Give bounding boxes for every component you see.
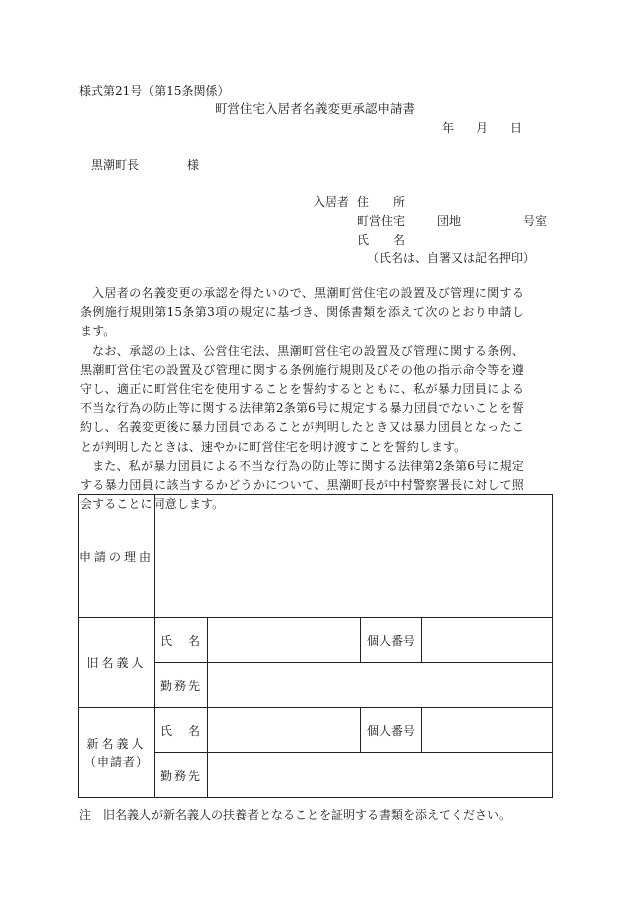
recipient bbox=[91, 156, 199, 173]
address-label: 住 所 bbox=[357, 195, 406, 209]
application-table bbox=[78, 494, 553, 798]
old-holder-cell bbox=[79, 618, 155, 708]
new-workplace-field[interactable] bbox=[208, 753, 553, 798]
new-name-field[interactable] bbox=[208, 708, 361, 753]
form-number: 様式第21号（第15条関係） bbox=[79, 84, 230, 98]
date-line bbox=[442, 119, 522, 136]
old-name-field[interactable] bbox=[208, 618, 361, 663]
danchi-label: 団地 bbox=[437, 214, 462, 228]
footnote: 注 旧名義人が新名義人の扶養者となることを証明する書類を添えてください。 bbox=[79, 808, 512, 822]
new-holder-label: 新名義人 bbox=[86, 736, 147, 751]
new-personal-number-field[interactable] bbox=[422, 708, 553, 753]
date-year: 年 bbox=[442, 121, 455, 135]
new-holder-sub: （申請者） bbox=[83, 754, 149, 769]
recipient-honorific: 様 bbox=[187, 158, 200, 172]
new-holder-cell bbox=[79, 708, 155, 798]
applicant-block bbox=[313, 193, 547, 250]
name-label: 氏 名 bbox=[357, 233, 406, 247]
declaration-paragraph-3: また、私が暴力団員による不当な行為の防止等に関する法律第2条第6号に規定する暴力団員に該当するかどうかについて、黒潮町長が中村警察署長に対して照会することに同意します。 bbox=[80, 458, 524, 512]
old-holder-label: 旧名義人 bbox=[86, 656, 147, 670]
recipient-name: 黒潮町長 bbox=[91, 158, 140, 172]
date-day: 日 bbox=[510, 121, 523, 135]
new-personal-number-label: 個人番号 bbox=[361, 708, 422, 753]
declaration-paragraph-2: なお、承認の上は、公営住宅法、黒潮町営住宅の設置及び管理に関する条例、黒潮町営住宅の設置及び管理に関する条例施行規則及びその他の指示命令等を遵守し、適正に町営住宅を使用することを誓約するとともに、私が暴力団員による不当な行為の防止等に関する法律第2条第6号に規定する暴力団員でないことを誓約し、名義変更後に暴力団員であることが判明したとき又は暴力団員となったことが判明したときは、速やかに町営住宅を明け渡すことを誓約します。 bbox=[80, 343, 524, 454]
reason-field[interactable] bbox=[155, 495, 553, 618]
seal-note: （氏名は、自署又は記名押印） bbox=[367, 251, 536, 265]
new-workplace-label: 勤務先 bbox=[155, 753, 208, 798]
document-title: 町営住宅入居者名義変更承認申請書 bbox=[214, 101, 415, 116]
date-month: 月 bbox=[476, 121, 489, 135]
old-workplace-label: 勤務先 bbox=[155, 663, 208, 708]
house-label: 町営住宅 bbox=[357, 214, 406, 228]
old-personal-number-field[interactable] bbox=[422, 618, 553, 663]
old-personal-number-label: 個人番号 bbox=[361, 618, 422, 663]
old-workplace-field[interactable] bbox=[208, 663, 553, 708]
new-name-label: 氏 名 bbox=[155, 708, 208, 753]
declaration-paragraph-1: 入居者の名義変更の承認を得たいので、黒潮町営住宅の設置及び管理に関する条例施行規則第15条第3項の規定に基づき、関係書類を添えて次のとおり申請します。 bbox=[80, 286, 524, 339]
applicant-label: 入居者 bbox=[313, 195, 350, 209]
room-label: 号室 bbox=[523, 214, 548, 228]
reason-label: 申請の理由 bbox=[79, 549, 155, 564]
old-name-label: 氏 名 bbox=[155, 618, 208, 663]
declaration-text bbox=[80, 284, 524, 514]
reason-label-cell bbox=[79, 495, 155, 618]
